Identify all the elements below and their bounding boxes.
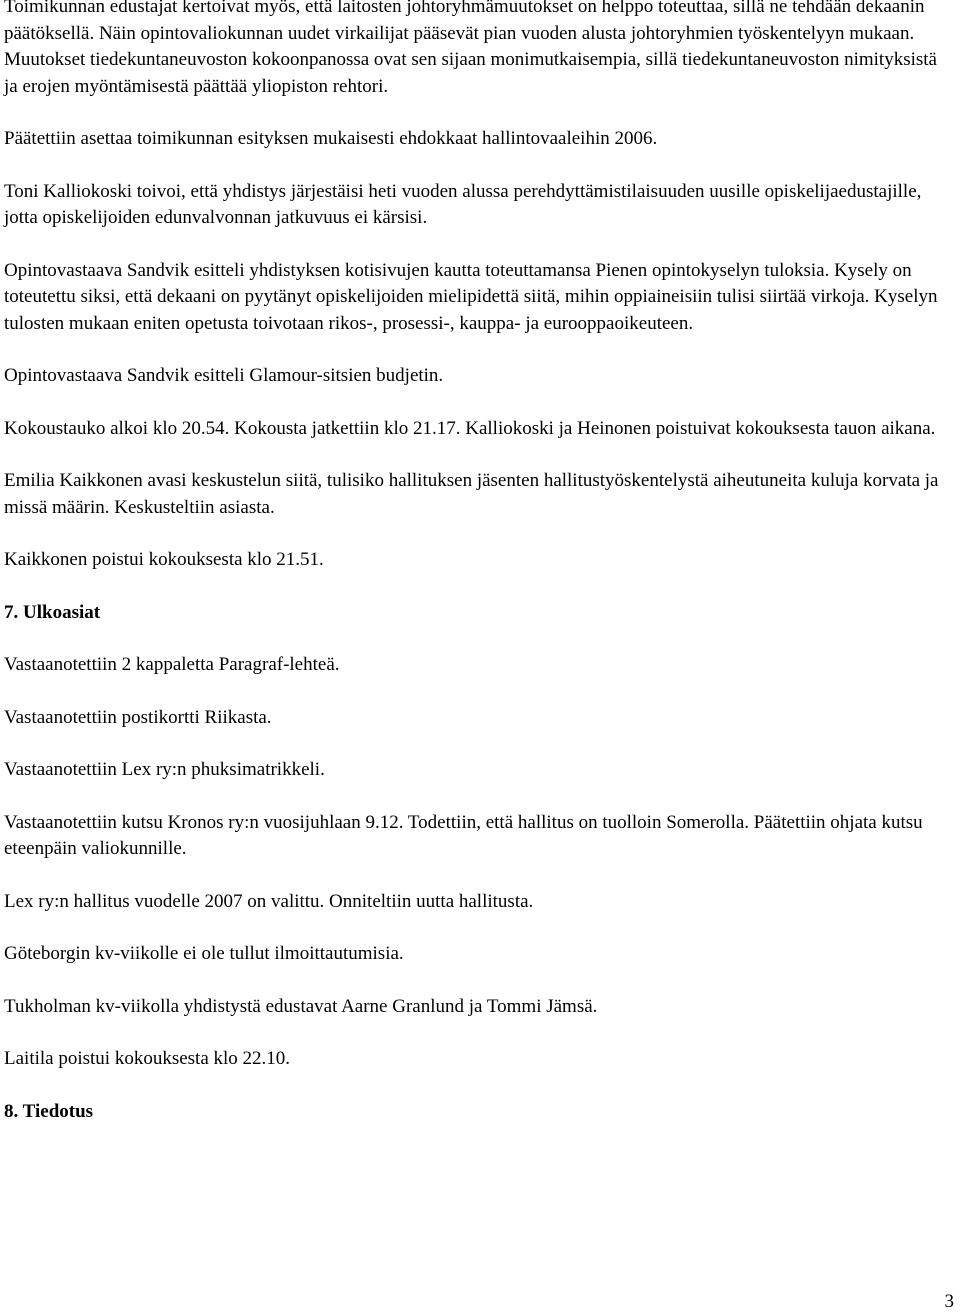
paragraph: Vastaanotettiin postikortti Riikasta. <box>4 706 272 728</box>
section-heading-tiedotus: 8. Tiedotus <box>4 1100 94 1122</box>
paragraph: Opintovastaava Sandvik esitteli Glamour-sitsien budjetin. <box>4 365 444 386</box>
paragraph: Emilia Kaikkonen avasi keskustelun siitä, tulisiko hallituksen jäsenten hallitustyöskentelystä aiheutuneita kuluja korvata ja missä määrin. Keskusteltiin asiasta. <box>4 470 939 518</box>
paragraph: Tukholman kv-viikolla yhdistystä edustavat Aarne Granlund ja Tommi Jämsä. <box>4 995 598 1017</box>
paragraph: Kaikkonen poistui kokouksesta klo 21.51. <box>4 549 324 570</box>
page-number: 3 <box>944 1291 954 1312</box>
document-page <box>4 0 954 1151</box>
paragraph: Vastaanotettiin Lex ry:n phuksimatrikkeli. <box>4 759 325 780</box>
paragraph: Toimikunnan edustajat kertoivat myös, että laitosten johtoryhmämuutokset on helppo toteuttaa, sillä ne tehdään dekaanin päätöksellä. Näin opintovaliokunnan uudet virkailijat pääsevät pian vuoden alusta johtoryhmien työskentelyyn mukaan. Muutokset tiedekuntaneuvoston kokoonpanossa ovat sen sijaan monimutkaisempia, sillä tiedekuntaneuvoston nimityksistä ja erojen myöntämisestä päättää yliopiston rehtori. <box>4 0 937 97</box>
paragraph: Toni Kalliokoski toivoi, että yhdistys järjestäisi heti vuoden alussa perehdyttämistilaisuuden uusille opiskelijaedustajille, jotta opiskelijoiden edunvalvonnan jatkuvuus ei kärsisi. <box>4 180 922 228</box>
paragraph: Lex ry:n hallitus vuodelle 2007 on valittu. Onniteltiin uutta hallitusta. <box>4 890 534 912</box>
section-heading-ulkoasiat: 7. Ulkoasiat <box>4 601 101 623</box>
paragraph: Göteborgin kv-viikolle ei ole tullut ilmoittautumisia. <box>4 943 404 964</box>
paragraph: Vastaanotettiin kutsu Kronos ry:n vuosijuhlaan 9.12. Todettiin, että hallitus on tuolloin Somerolla. Päätettiin ohjata kutsu eteenpäin valiokunnille. <box>4 811 923 859</box>
paragraph: Laitila poistui kokouksesta klo 22.10. <box>4 1048 291 1069</box>
paragraph: Kokoustauko alkoi klo 20.54. Kokousta jatkettiin klo 21.17. Kalliokoski ja Heinonen poistuivat kokouksesta tauon aikana. <box>4 417 936 439</box>
paragraph: Päätettiin asettaa toimikunnan esityksen mukaisesti ehdokkaat hallintovaaleihin 2006. <box>4 128 658 149</box>
paragraph: Opintovastaava Sandvik esitteli yhdistyksen kotisivujen kautta toteuttamansa Pienen opintokyselyn tuloksia. Kysely on toteutettu siksi, että dekaani on pyytänyt opiskelijoiden mielipidettä siitä, mihin oppiaineisiin tulisi siirtää virkoja. Kyselyn tulosten mukaan eniten opetusta toivotaan rikos-, prosessi-, kauppa- ja eurooppaoikeuteen. <box>4 259 938 334</box>
paragraph: Vastaanotettiin 2 kappaletta Paragraf-lehteä. <box>4 654 340 675</box>
